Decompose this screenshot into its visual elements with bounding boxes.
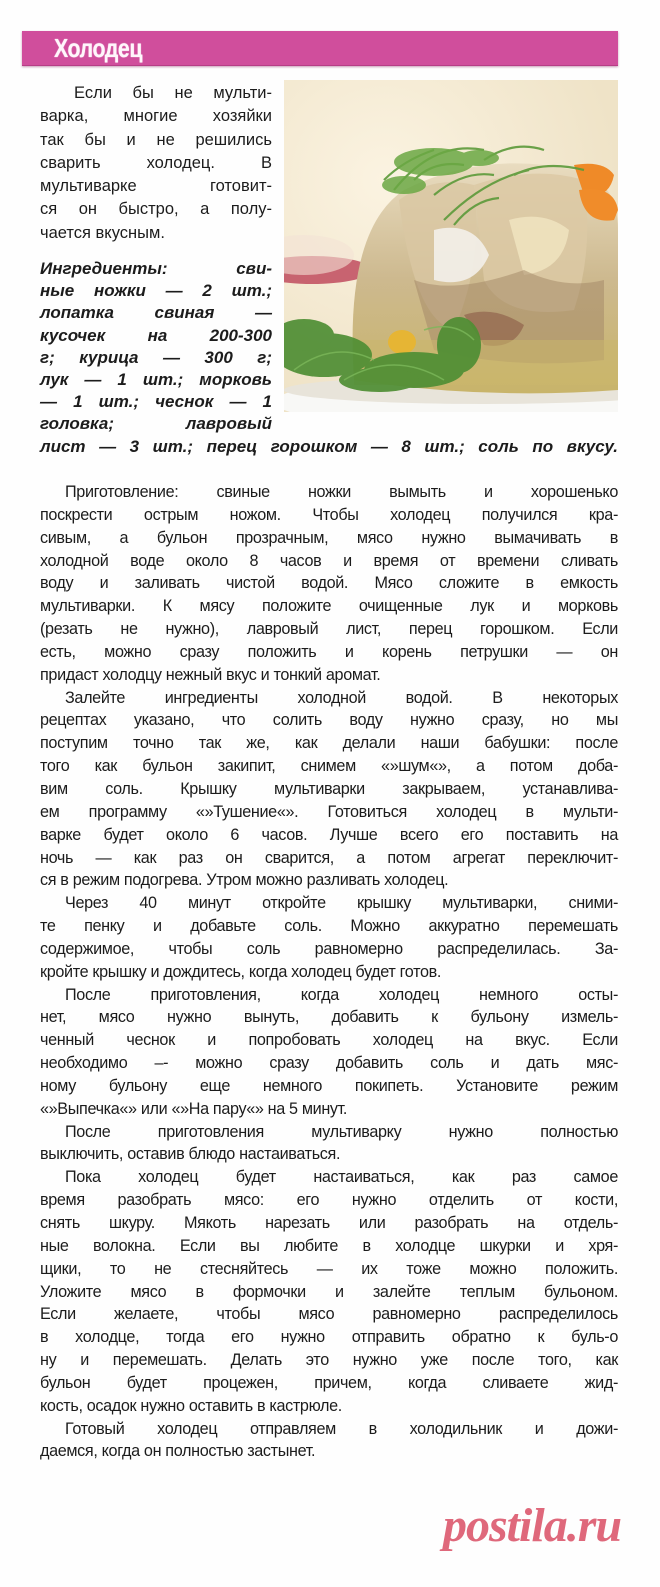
body-line: Залейте ингредиенты холодной водой. В некоторых xyxy=(65,688,618,707)
aspic-image-icon xyxy=(284,80,618,412)
recipe-body xyxy=(40,481,618,1463)
body-line: Уложите мясо в формочки и залейте теплым бульоном. xyxy=(40,1282,618,1301)
body-line: ем программу «»Тушение«». Готовиться холодец в мульти- xyxy=(40,802,618,821)
body-line: ночь — как раз он сварится, а потом агрегат переключит- xyxy=(40,848,618,867)
body-line: варке будет около 6 часов. Лучше всего его поставить на xyxy=(40,825,618,844)
body-line: ся в режим подогрева. Утром можно разливать холодец. xyxy=(40,871,449,890)
intro-line: сварить холодец. В xyxy=(40,153,272,172)
paragraph-meat xyxy=(40,1166,618,1417)
dish-photo xyxy=(284,80,618,412)
paragraph-preparation xyxy=(40,481,618,687)
ingredients-line: головка; лавровый xyxy=(40,414,272,434)
body-line: Приготовление: свиные ножки вымыть и хорошенько xyxy=(65,483,618,501)
body-line: ченный чеснок и попробовать холодец на вкус. Если xyxy=(40,1031,618,1050)
intro-line: чается вкусным. xyxy=(40,223,165,242)
ingredients-line: Ингредиенты: сви- xyxy=(40,259,272,278)
body-line: мультиварки. К мясу положите очищенные лук и морковь xyxy=(40,597,618,616)
ingredients-list xyxy=(40,258,618,458)
body-line: того как бульон закипит, снимем «»шум«», а потом доба- xyxy=(40,757,618,776)
body-line: выключить, оставив блюдо настаиваться. xyxy=(40,1145,341,1164)
paragraph-switch-off xyxy=(40,1121,618,1167)
paragraph-fridge xyxy=(40,1418,618,1464)
ingredients-line: лопатка свиная — xyxy=(40,303,272,323)
body-line: щики, то не стесняйтесь — их тоже можно положить. xyxy=(40,1259,618,1278)
ingredients-line: — 1 шт.; чеснок — 1 xyxy=(40,392,272,412)
body-line: холодной воде около 8 часов и время от времени сливать xyxy=(40,551,618,570)
body-line: поскрести острым ножом. Чтобы холодец получился кра- xyxy=(40,505,618,524)
body-line: вим соль. Крышку мультиварки закрываем, устанавлива- xyxy=(40,779,618,798)
intro-line: ся он быстро, а полу- xyxy=(40,200,272,219)
body-line: «»Выпечка«» или «»На пару«» на 5 минут. xyxy=(40,1099,348,1118)
body-line: ну и перемешать. Делать это нужно уже после того, как xyxy=(40,1351,618,1370)
body-line: воду и заливать чистой водой. Мясо сложите в емкость xyxy=(40,574,618,593)
title-bar xyxy=(22,31,618,66)
body-line: бульон будет процежен, причем, когда сливаете жид- xyxy=(40,1373,618,1392)
body-line: даемся, когда он полностью застынет. xyxy=(40,1442,316,1461)
body-line: После приготовления, когда холодец немного осты- xyxy=(65,985,618,1004)
paragraph-garlic xyxy=(40,984,618,1121)
ingredients-line: лук — 1 шт.; морковь xyxy=(40,370,272,390)
body-line: снять шкуру. Мякоть нарезать или разобрать на отдель- xyxy=(40,1214,618,1232)
body-line: Пока холодец будет настаиваться, как раз самое xyxy=(65,1168,618,1187)
ingredients-line: ные ножки — 2 шт.; xyxy=(40,281,272,301)
body-line: содержимое, чтобы соль равномерно распределилась. За- xyxy=(40,939,618,958)
body-line: ному бульону еще немного покипеть. Установите режим xyxy=(40,1076,618,1095)
watermark-logo: postila.ru xyxy=(443,1499,622,1552)
body-line: кость, осадок нужно оставить в кастрюле. xyxy=(40,1396,342,1415)
body-line: необходимо –- можно сразу добавить соль и дать мяс- xyxy=(40,1054,618,1073)
body-line: кройте крышку и дождитесь, когда холодец будет готов. xyxy=(40,962,442,981)
ingredients-line: г; курица — 300 г; xyxy=(40,347,272,367)
body-line: (резать не нужно), лавровый лист, перец горошком. Если xyxy=(40,620,618,639)
body-line: есть, можно сразу положить и корень петрушки — он xyxy=(40,642,618,661)
ingredients-line: лист — 3 шт.; перец горошком — 8 шт.; соль по вкусу. xyxy=(40,436,618,456)
body-line: нет, мясо нужно вынуть, добавить к бульону измель- xyxy=(40,1008,618,1027)
intro-line: варка, многие хозяйки xyxy=(40,107,272,126)
body-line: в холодце, тогда его нужно отправить обратно к буль-о xyxy=(40,1328,618,1347)
intro-line: Если бы не мульти- xyxy=(74,84,272,102)
body-line: время разобрать мясо: его нужно отделить от кости, xyxy=(40,1191,618,1210)
body-line: придаст холодцу нежный вкус и тонкий аромат. xyxy=(40,665,381,684)
body-line: После приготовления мультиварку нужно полностью xyxy=(65,1122,618,1141)
paragraph-cooking xyxy=(40,687,618,893)
intro-text xyxy=(40,82,272,245)
body-line: ные волокна. Если вы любите в холодце шкурки и хря- xyxy=(40,1236,618,1255)
body-line: рецептах указано, что солить воду нужно сразу, но мы xyxy=(40,711,618,730)
body-line: Если желаете, чтобы мясо равномерно распределилось xyxy=(40,1305,618,1324)
body-line: Готовый холодец отправляем в холодильник и дожи- xyxy=(65,1419,618,1438)
body-line: Через 40 минут откройте крышку мультиварки, сними- xyxy=(65,894,618,913)
page-title: Холодец xyxy=(54,33,143,63)
paragraph-salt xyxy=(40,892,618,983)
intro-line: мультиварке готовит- xyxy=(40,177,272,196)
body-line: сивым, а бульон прозрачным, мясо нужно вымачивать в xyxy=(40,528,618,547)
body-line: поступим точно так же, как делали наши бабушки: после xyxy=(40,734,618,753)
body-line: те пенку и добавьте соль. Можно аккуратно перемешать xyxy=(40,917,618,936)
ingredients-line: кусочек на 200-300 xyxy=(40,325,272,345)
intro-line: так бы и не решились xyxy=(40,130,272,149)
